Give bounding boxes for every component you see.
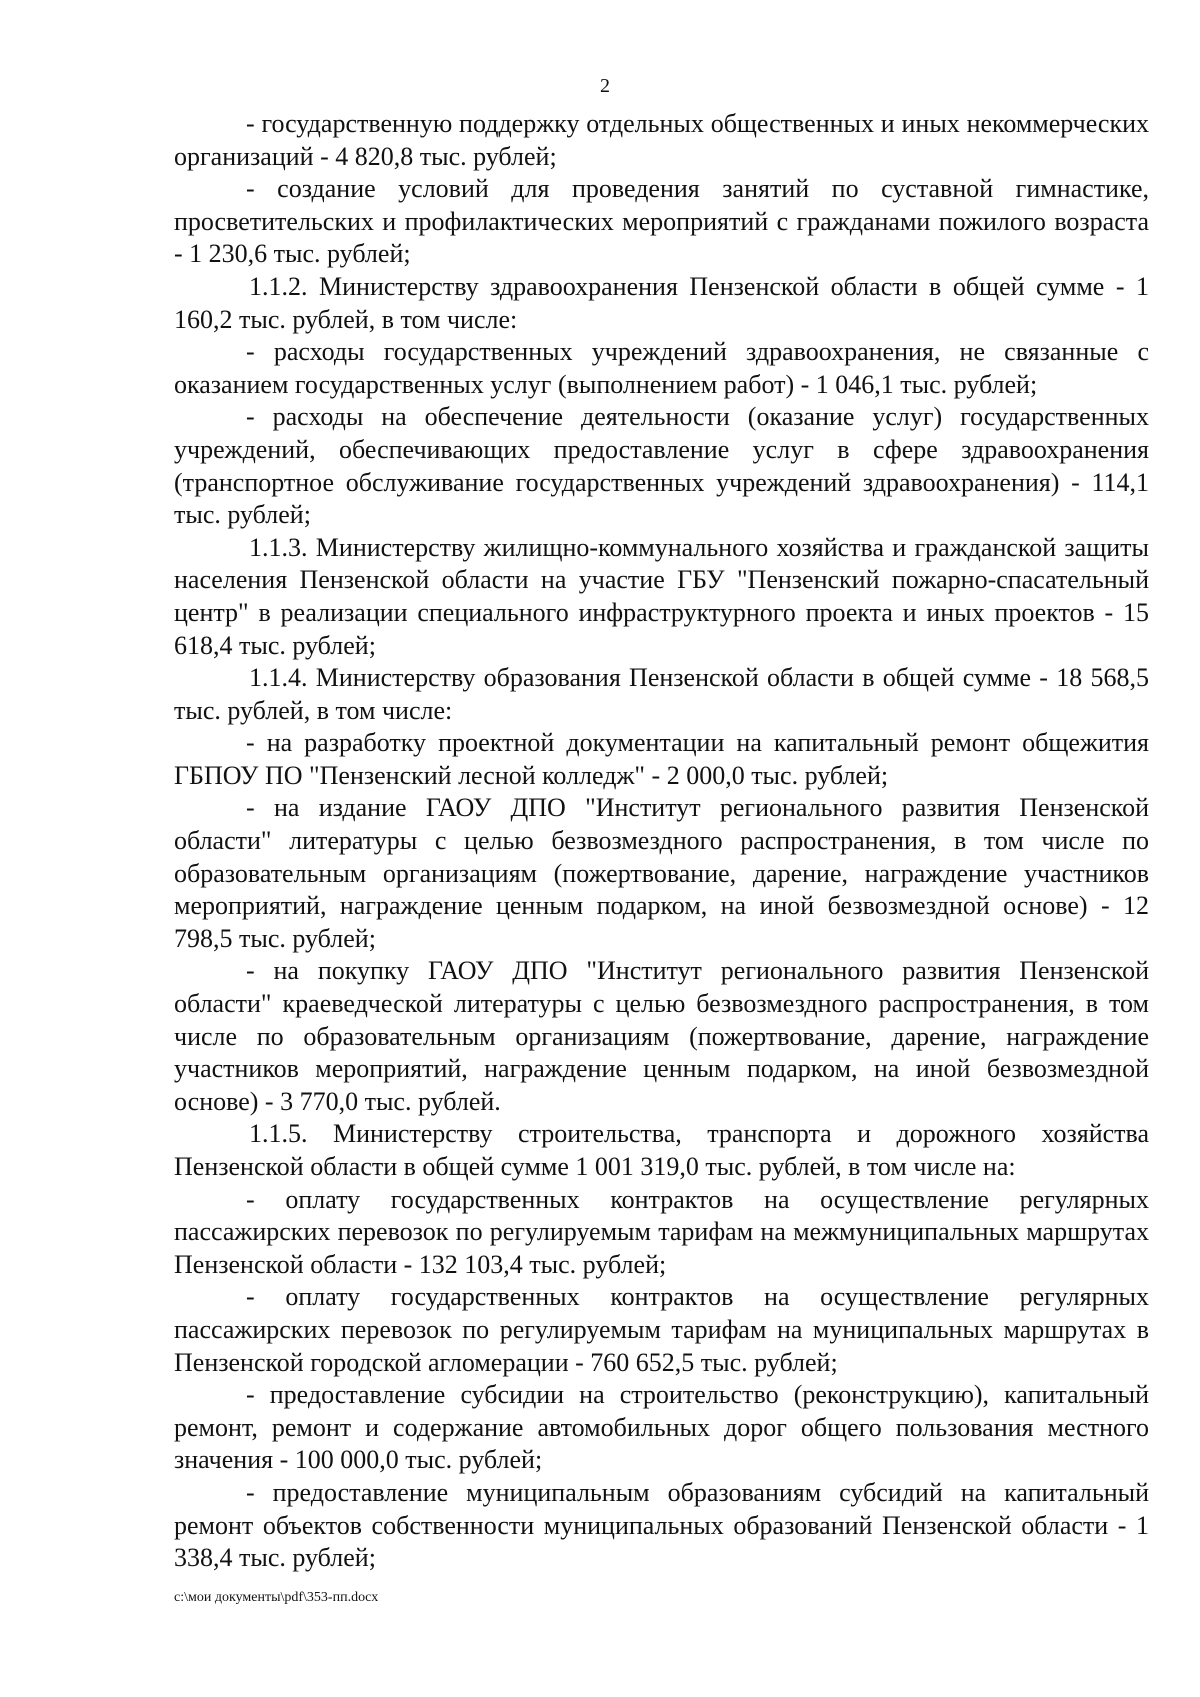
- list-item-agglomeration-routes: - оплату государственных контрактов на осуществление регулярных пассажирских перевозок по регулируемым тарифам на муниципальных маршрутах в Пензенской городской агломерации - 760 652,5 тыс. рублей;: [174, 1282, 1149, 1377]
- list-item-literature-purchase: - на покупку ГАОУ ДПО "Институт регионального развития Пензенской области" краеведческой литературы с целью безвозмездного распространения, в том числе по образовательным организациям (пожертвование, дарение, награждение участников мероприятий, награждение ценным подарком, на иной безвозмездной основе) - 3 770,0 тыс. рублей.: [174, 956, 1149, 1116]
- list-item-health-transport: - расходы на обеспечение деятельности (оказание услуг) государственных учреждений, обеспечивающих предоставление услуг в сфере здравоохранения (транспортное обслуживание государственных учреждений здравоохранения) - 114,1 тыс. рублей;: [174, 402, 1149, 530]
- list-item-roads-subsidy: - предоставление субсидии на строительство (реконструкцию), капитальный ремонт, ремонт и содержание автомобильных дорог общего пользования местного значения - 100 000,0 тыс. рублей;: [174, 1380, 1149, 1475]
- list-item-health-expenses: - расходы государственных учреждений здравоохранения, не связанные с оказанием государственных услуг (выполнением работ) - 1 046,1 тыс. рублей;: [174, 337, 1149, 399]
- clause-1-1-2: 1.1.2. Министерству здравоохранения Пензенской области в общей сумме - 1 160,2 тыс. рублей, в том числе:: [174, 271, 1149, 334]
- clause-1-1-3: 1.1.3. Министерству жилищно-коммунального хозяйства и гражданской защиты населения Пензенской области на участие ГБУ "Пензенский пожарно-спасательный центр" в реализации специального инфраструктурного проекта и иных проектов - 15 618,4 тыс. рублей;: [174, 532, 1149, 660]
- clause-1-1-5: 1.1.5. Министерству строительства, транспорта и дорожного хозяйства Пензенской области в общей сумме 1 001 319,0 тыс. рублей, в том числе на:: [174, 1119, 1149, 1181]
- list-item-gymnastics: - создание условий для проведения занятий по суставной гимнастике, просветительских и профилактических мероприятий с гражданами пожилого возраста - 1 230,6 тыс. рублей;: [174, 174, 1149, 269]
- list-item-ngo-support: - государственную поддержку отдельных общественных и иных некоммерческих организаций - 4 820,8 тыс. рублей;: [174, 109, 1149, 171]
- clause-1-1-4: 1.1.4. Министерству образования Пензенской области в общей сумме - 18 568,5 тыс. рублей, в том числе:: [174, 663, 1149, 725]
- file-path-footer: c:\мои документы\pdf\353-пп.docx: [174, 1590, 379, 1605]
- document-body: [174, 108, 1149, 1575]
- page-number: 2: [600, 75, 610, 97]
- list-item-intermunicipal-routes: - оплату государственных контрактов на осуществление регулярных пассажирских перевозок по регулируемым тарифам на межмуниципальных маршрутах Пензенской области - 132 103,4 тыс. рублей;: [174, 1184, 1149, 1279]
- list-item-capital-repair-subsidy: - предоставление муниципальным образованиям субсидий на капитальный ремонт объектов собственности муниципальных образований Пензенской области - 1 338,4 тыс. рублей;: [174, 1477, 1149, 1573]
- list-item-dormitory-design: - на разработку проектной документации на капитальный ремонт общежития ГБПОУ ПО "Пензенский лесной колледж" - 2 000,0 тыс. рублей;: [174, 728, 1149, 790]
- list-item-literature-publishing: - на издание ГАОУ ДПО "Институт регионального развития Пензенской области" литературы с целью безвозмездного распространения, в том числе по образовательным организациям (пожертвование, дарение, награждение участников мероприятий, награждение ценным подарком, на иной безвозмездной основе) - 12 798,5 тыс. рублей;: [174, 793, 1149, 953]
